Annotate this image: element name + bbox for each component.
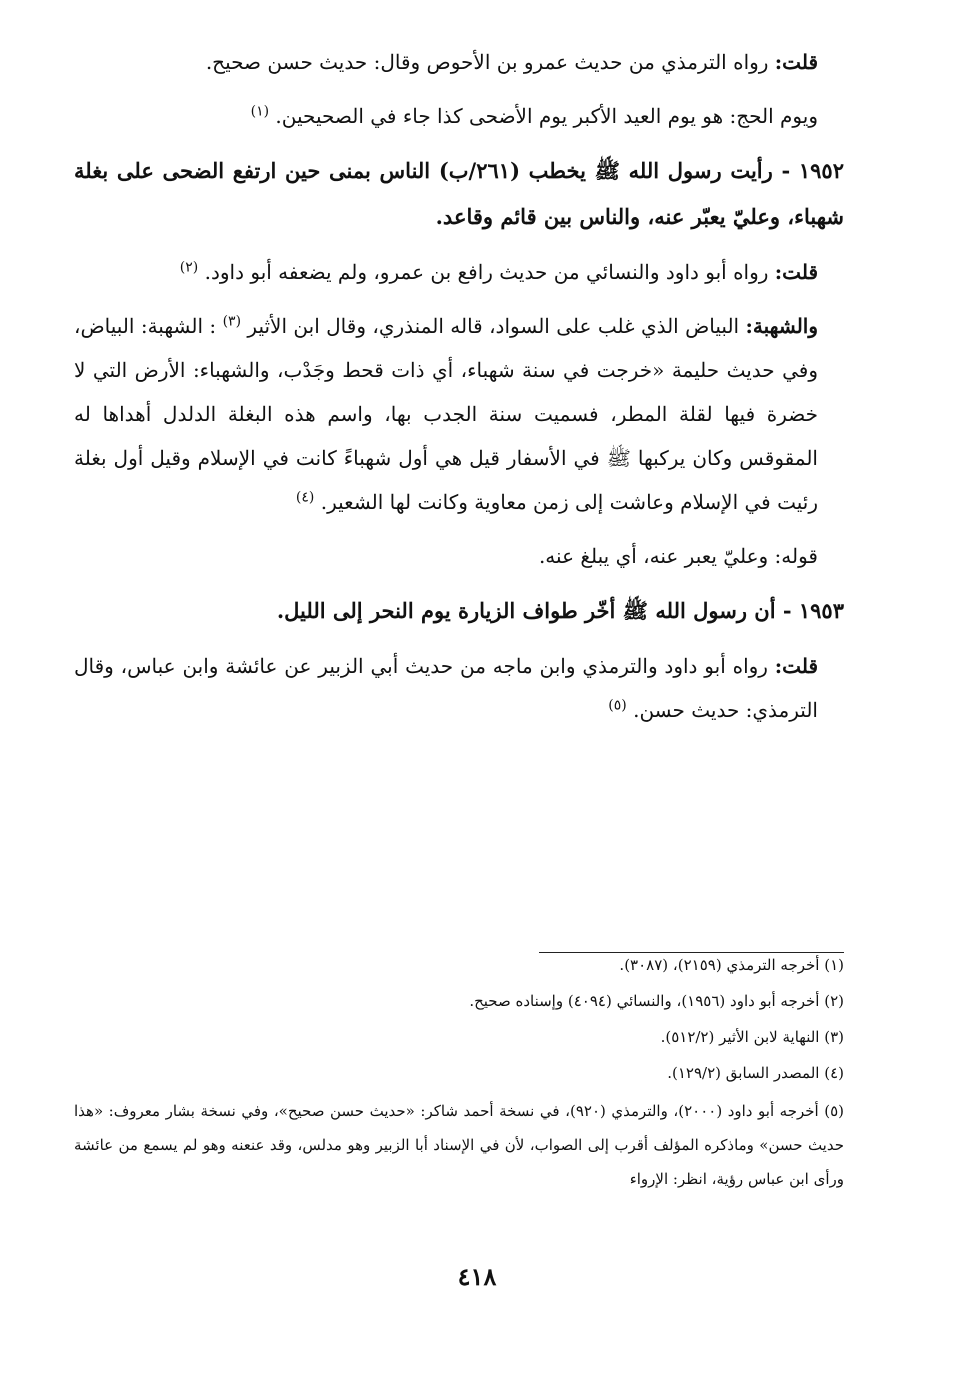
footnote-1: (١) أخرجه الترمذي (٢١٥٩)، (٣٠٨٧). — [619, 956, 844, 974]
paragraph-lead: قلت: — [774, 654, 818, 678]
hadith-1953: ١٩٥٣ - أن رسول الله ﷺ أخّر طواف الزيارة يوم النحر إلى الليل. — [276, 598, 844, 623]
paragraph-1 — [74, 40, 844, 84]
footnote-5: (٥) أخرجه أبو داود (٢٠٠٠)، والترمذي (٩٢٠)، في نسخة أحمد شاكر: «حديث حسن صحيح»، وفي نسخة بشار معروف: «هذا حديث حسن» وماذكره المؤلف أقرب إلى الصواب، لأن في الإسناد أبا الزبير وهو مدلس، وقد عنعنه وهو لم يسمع من عائشة ورأى ابن عباس رؤية، انظر: الإرواء — [74, 1102, 845, 1188]
footnote-ref-2: (٢) — [179, 259, 199, 276]
footnote-2: (٢) أخرجه أبو داود (١٩٥٦)، والنسائي (٤٠٩٤) وإسناده صحيح. — [469, 992, 844, 1010]
paragraph-lead: والشهبة: — [745, 314, 819, 338]
footnote-ref-1: (١) — [250, 103, 270, 120]
paragraph-text: قوله: وعليّ يعبر عنه، أي يبلغ عنه. — [538, 544, 818, 568]
paragraph-text: رواه الترمذي من حديث عمرو بن الأحوص وقال: حديث حسن صحيح. — [205, 50, 769, 74]
paragraph-text: البياض الذي غلب على السواد، قاله المنذري، وقال ابن الأثير — [247, 314, 740, 338]
paragraph-6 — [74, 644, 844, 732]
paragraph-text: رواه أبو داود والنسائي من حديث رافع بن عمرو، ولم يضعفه أبو داود. — [204, 260, 769, 284]
paragraph-text: رواه أبو داود والترمذي وابن ماجه من حديث أبي الزبير عن عائشة وابن عباس، وقال الترمذي: حديث حسن. — [74, 654, 818, 722]
paragraph-4 — [74, 304, 844, 524]
paragraph-2 — [74, 94, 844, 138]
footnote-ref-4: (٤) — [295, 489, 315, 506]
footnote-4: (٤) المصدر السابق (١٢٩/٢). — [667, 1064, 844, 1082]
footnote-3: (٣) النهاية لابن الأثير (٥١٢/٢). — [660, 1028, 844, 1046]
paragraph-lead: قلت: — [774, 50, 818, 74]
paragraph-text: : الشهبة: البياض، وفي حديث حليمة «خرجت في سنة شهباء، أي ذات قحط وجَدْب، والشهباء: الأرض التي لا خضرة فيها لقلة المطر، فسميت سنة الجدب بها، واسم هذه البغلة الدلدل أهداها له المقوقس وكان يركبها ﷺ في الأسفار قيل هي أول شهباءً كانت في الإسلام وقيل أول بغلة رئيت في الإسلام وعاشت إلى زمن معاوية وكانت لها الشعير. — [74, 314, 818, 514]
footnote-ref-3: (٣) — [222, 313, 242, 330]
footnote-ref-5: (٥) — [608, 697, 627, 714]
paragraph-text: ويوم الحج: هو يوم العيد الأكبر يوم الأضحى كذا جاء في الصحيحين. — [275, 104, 818, 128]
paragraph-3 — [74, 250, 844, 294]
paragraph-lead: قلت: — [774, 260, 818, 284]
page-number: ٤١٨ — [457, 1262, 497, 1291]
footnotes — [74, 950, 844, 1202]
hadith-1952: ١٩٥٢ - رأيت رسول الله ﷺ يخطب (٢٦١/ب) الناس بمنى حين ارتفع الضحى على بغلة شهباء، وعليّ يعبّر عنه، والناس بين قائم وقاعد. — [74, 158, 844, 229]
main-text — [74, 40, 844, 742]
paragraph-5 — [74, 534, 844, 578]
